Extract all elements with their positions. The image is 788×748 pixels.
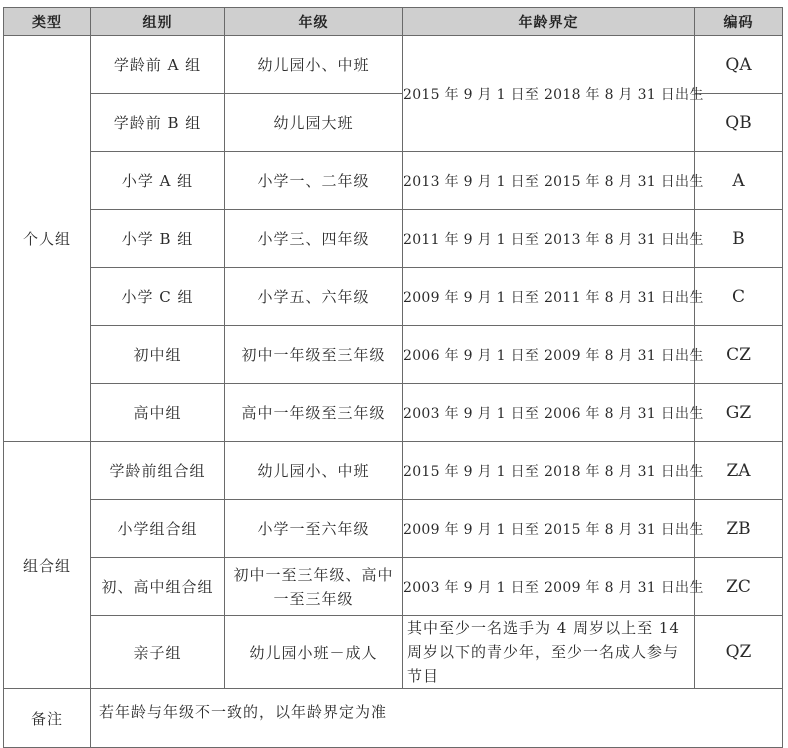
group-cell: 初、高中组合组 xyxy=(91,558,225,616)
age-cell: 2011 年 9 月 1 日至 2013 年 8 月 31 日出生 xyxy=(403,210,695,268)
code-cell: A xyxy=(695,152,783,210)
note-row xyxy=(4,689,783,748)
code-cell: CZ xyxy=(695,326,783,384)
group-cell: 初中组 xyxy=(91,326,225,384)
grade-cell: 幼儿园大班 xyxy=(225,94,403,152)
grade-cell: 初中一年级至三年级 xyxy=(225,326,403,384)
age-cell: 2003 年 9 月 1 日至 2006 年 8 月 31 日出生 xyxy=(403,384,695,442)
grade-cell: 小学五、六年级 xyxy=(225,268,403,326)
age-cell: 2009 年 9 月 1 日至 2011 年 8 月 31 日出生 xyxy=(403,268,695,326)
grade-cell: 幼儿园小、中班 xyxy=(225,36,403,94)
code-cell: GZ xyxy=(695,384,783,442)
age-cell: 2013 年 9 月 1 日至 2015 年 8 月 31 日出生 xyxy=(403,152,695,210)
age-cell: 2015 年 9 月 1 日至 2018 年 8 月 31 日出生 xyxy=(403,442,695,500)
code-cell: B xyxy=(695,210,783,268)
group-cell: 学龄前 A 组 xyxy=(91,36,225,94)
code-cell: QZ xyxy=(695,616,783,689)
group-cell: 学龄前 B 组 xyxy=(91,94,225,152)
table-row xyxy=(4,558,783,616)
header-type: 类型 xyxy=(4,8,91,36)
table-row xyxy=(4,210,783,268)
grade-cell: 小学一至六年级 xyxy=(225,500,403,558)
code-cell: ZA xyxy=(695,442,783,500)
header-grade: 年级 xyxy=(225,8,403,36)
table-row xyxy=(4,326,783,384)
category-individual: 个人组 xyxy=(4,36,91,442)
table-row xyxy=(4,384,783,442)
table-row xyxy=(4,268,783,326)
grade-cell: 小学一、二年级 xyxy=(225,152,403,210)
age-cell: 2015 年 9 月 1 日至 2018 年 8 月 31 日出生 xyxy=(403,36,695,152)
age-group-table xyxy=(3,7,783,748)
grade-cell: 幼儿园小、中班 xyxy=(225,442,403,500)
group-cell: 小学 A 组 xyxy=(91,152,225,210)
code-cell: ZC xyxy=(695,558,783,616)
group-cell: 小学 C 组 xyxy=(91,268,225,326)
table-row xyxy=(4,152,783,210)
age-cell: 其中至少一名选手为 4 周岁以上至 14 周岁以下的青少年，至少一名成人参与节目 xyxy=(403,616,695,689)
grade-cell: 高中一年级至三年级 xyxy=(225,384,403,442)
code-cell: QB xyxy=(695,94,783,152)
table-row xyxy=(4,442,783,500)
code-cell: QA xyxy=(695,36,783,94)
header-code: 编码 xyxy=(695,8,783,36)
group-cell: 亲子组 xyxy=(91,616,225,689)
code-cell: ZB xyxy=(695,500,783,558)
code-cell: C xyxy=(695,268,783,326)
group-cell: 小学组合组 xyxy=(91,500,225,558)
grade-cell: 小学三、四年级 xyxy=(225,210,403,268)
group-cell: 小学 B 组 xyxy=(91,210,225,268)
age-cell: 2006 年 9 月 1 日至 2009 年 8 月 31 日出生 xyxy=(403,326,695,384)
group-cell: 学龄前组合组 xyxy=(91,442,225,500)
header-group: 组别 xyxy=(91,8,225,36)
grade-cell: 幼儿园小班－成人 xyxy=(225,616,403,689)
category-combined: 组合组 xyxy=(4,442,91,689)
header-age: 年龄界定 xyxy=(403,8,695,36)
table-row xyxy=(4,36,783,94)
header-row xyxy=(4,8,783,36)
note-label: 备注 xyxy=(4,689,91,748)
group-cell: 高中组 xyxy=(91,384,225,442)
table-row xyxy=(4,500,783,558)
table-row xyxy=(4,616,783,689)
age-cell: 2003 年 9 月 1 日至 2009 年 8 月 31 日出生 xyxy=(403,558,695,616)
note-text: 若年龄与年级不一致的，以年龄界定为准 xyxy=(91,689,783,748)
age-cell: 2009 年 9 月 1 日至 2015 年 8 月 31 日出生 xyxy=(403,500,695,558)
grade-cell: 初中一至三年级、高中一至三年级 xyxy=(225,558,403,616)
